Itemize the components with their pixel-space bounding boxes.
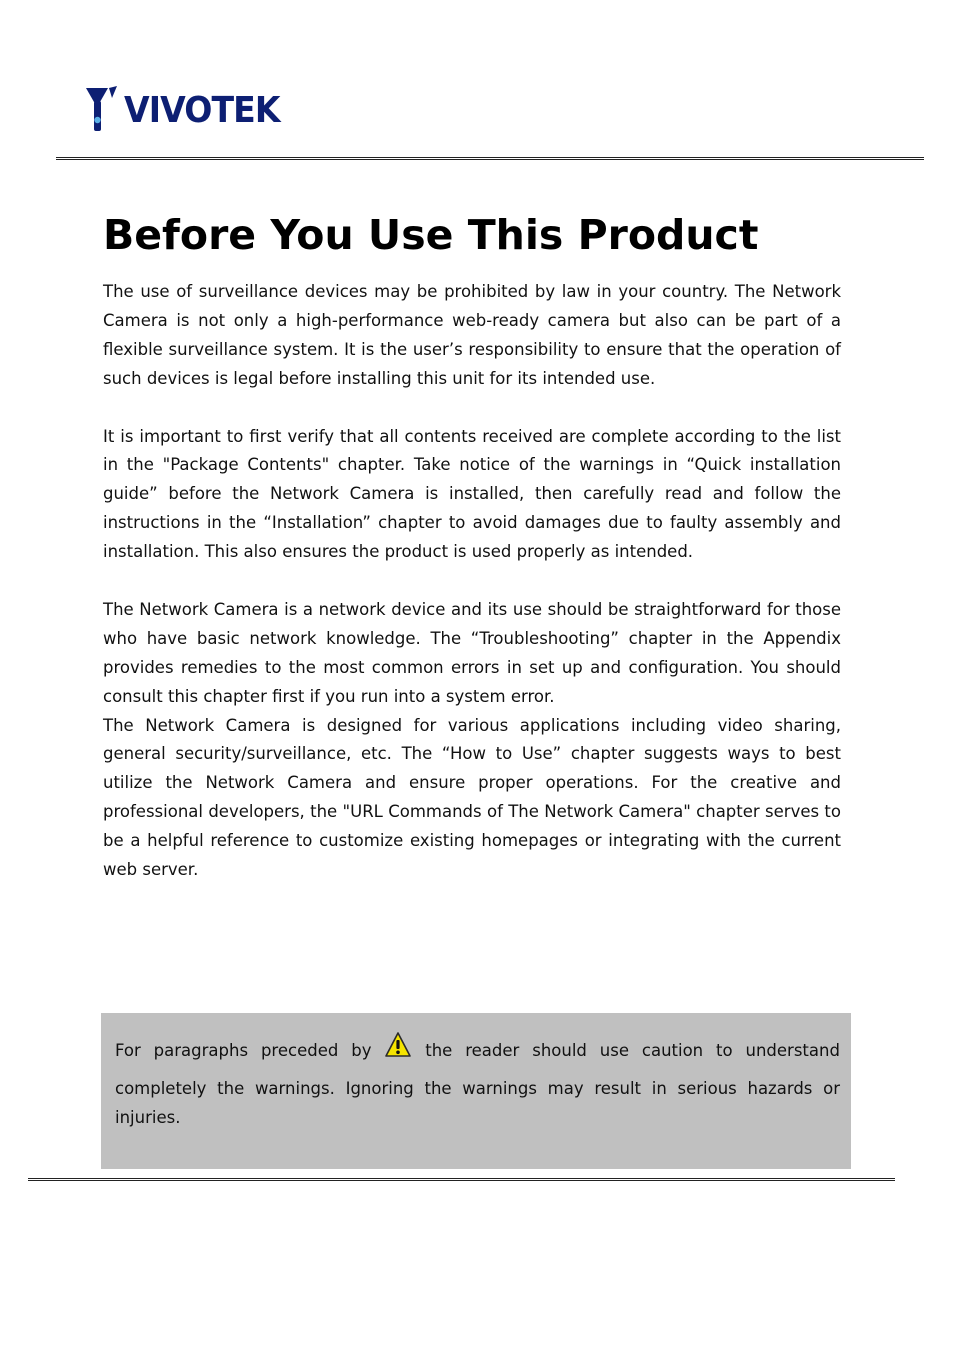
caution-word: use (599, 1041, 629, 1060)
paragraph-troubleshooting: The Network Camera is a network device and its use should be straightforward for those who have basic network knowledge. The “Troubleshooting” chapter in the Appendix provides remedies to the most common errors in set up and configuration. You should consult this chapter first if you run into a system error. (103, 599, 841, 706)
body-text (103, 278, 841, 885)
footer-divider (28, 1178, 895, 1181)
caution-word: should (532, 1041, 587, 1060)
caution-note-box (101, 1013, 851, 1169)
paragraph-verify-contents: It is important to first verify that all contents received are complete according to the list in the "Package Contents" chapter. Take notice of the warnings in “Quick installation guide” before the Network Camera is installed, then carefully read and follow the instructions in the “Installation” chapter to avoid damages due to faulty assembly and installation. This also ensures the product is used properly as intended. (103, 426, 841, 562)
caution-word: For (115, 1041, 141, 1060)
caution-first-line (115, 1037, 840, 1065)
logo-wordmark: VIVOTEK (124, 90, 280, 131)
paragraph-legal-notice: The use of surveillance devices may be prohibited by law in your country. The Network Camera is not only a high-performance web-ready camera but also can be part of a flexible surveillance system. It is the user’s responsibility to ensure that the operation of such devices is legal before installing this unit for its intended use. (103, 282, 841, 388)
paragraph-applications: The Network Camera is designed for various applications including video sharing, general security/surveillance, etc. The “How to Use” chapter suggests ways to best utilize the Network Camera and ensure proper operations. For the creative and professional developers, the "URL Commands of The Network Camera" chapter serves to be a helpful reference to customize existing homepages or integrating with the current web server. (103, 715, 841, 880)
caution-word: understand (745, 1041, 840, 1060)
camera-mark-icon (84, 84, 124, 138)
caution-word: reader (465, 1041, 520, 1060)
header-divider (56, 157, 924, 160)
caution-word: caution (641, 1041, 704, 1060)
caution-word: by (351, 1041, 372, 1060)
caution-word: preceded (260, 1041, 339, 1060)
caution-word: paragraphs (153, 1041, 249, 1060)
caution-text: completely the warnings. Ignoring the warnings may result in serious hazards or injuries. (115, 1079, 840, 1127)
warning-icon (384, 1031, 412, 1059)
caution-word: the (425, 1041, 453, 1060)
page-title: Before You Use This Product (103, 211, 759, 259)
caution-word: to (716, 1041, 733, 1060)
vivotek-logo (84, 84, 294, 138)
